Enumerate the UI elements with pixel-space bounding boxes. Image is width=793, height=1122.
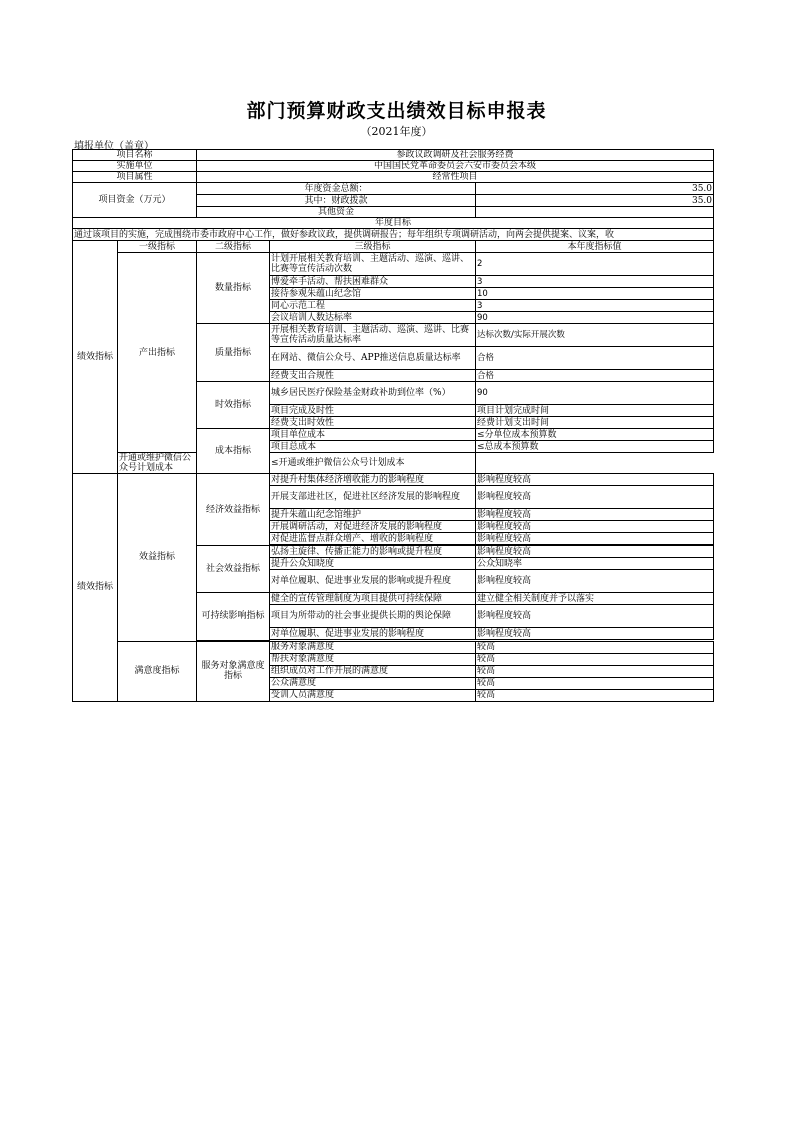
indicator-name: 城乡居民医疗保险基金财政补助到位率（%） xyxy=(270,382,476,405)
indicator-name: 对单位履职、促进事业发展的影响或提升程度 xyxy=(270,570,476,593)
table-row xyxy=(73,641,714,653)
col-value: 本年度指标值 xyxy=(476,241,714,253)
annual-goal-header-row xyxy=(73,218,714,229)
indicator-name: 健全的宣传管理制度为项目提供可持续保障 xyxy=(270,593,476,605)
indicator-value: 影响程度较高 xyxy=(476,546,714,558)
other-funds-value xyxy=(476,207,714,218)
indicator-value: 2 xyxy=(476,253,714,276)
annual-goal-text: 通过该项目的实施，完成围绕市委市政府中心工作，做好参政议政，提供调研报告；每年组织专项调研活动，向两会提供提案、议案，收 xyxy=(73,229,714,241)
indicator-value: 影响程度较高 xyxy=(476,509,714,521)
indicator-name: 弘扬主旋律、传播正能力的影响或提升程度 xyxy=(270,546,476,558)
indicator-name: 计划开展相关教育培训、主题活动、巡演、巡讲、比赛等宣传活动次数 xyxy=(270,253,476,276)
performance-goal-table xyxy=(72,149,714,474)
annual-goal-label: 年度目标 xyxy=(73,218,714,229)
indicator-name: 开展相关教育培训、主题活动、巡演、巡讲、比赛等宣传活动质量达标率 xyxy=(270,324,476,347)
sustain-indicator-label: 可持续影响指标 xyxy=(197,593,270,641)
indicator-value: 3 xyxy=(476,300,714,312)
col-level3: 三级指标 xyxy=(270,241,476,253)
fiscal-label: 其中：财政拨款 xyxy=(197,195,476,207)
indicator-name: 帮扶对象满意度 xyxy=(270,653,476,665)
indicator-name: 受训人员满意度 xyxy=(270,689,476,701)
indicator-value: 90 xyxy=(476,382,714,405)
indicator-name: 博爱牵手活动、帮扶困难群众 xyxy=(270,276,476,288)
indicator-name: 提升朱蕴山纪念馆维护 xyxy=(270,509,476,521)
indicator-value: 合格 xyxy=(476,370,714,382)
other-funds-label: 其他资金 xyxy=(197,207,476,218)
filling-unit-label: 填报单位（盖章） xyxy=(74,141,154,152)
perf-indicator-label-2: 绩效指标 xyxy=(73,474,118,702)
economic-indicator-label: 经济效益指标 xyxy=(197,474,270,546)
impl-unit-row xyxy=(73,161,714,172)
indicator-name: 对促进监督点群众增产、增收的影响程度 xyxy=(270,533,476,545)
col-level1: 一级指标 xyxy=(118,241,197,253)
col-level2: 二级指标 xyxy=(197,241,270,253)
indicator-name: 经费支出时效性 xyxy=(270,417,476,429)
indicator-value: 90 xyxy=(476,312,714,324)
indicator-value: 公众知晓率 xyxy=(476,558,714,570)
project-funds-label: 项目资金（万元） xyxy=(73,183,197,218)
indicator-value: 影响程度较高 xyxy=(476,521,714,533)
project-attr-row xyxy=(73,172,714,183)
indicator-name: 同心示范工程 xyxy=(270,300,476,312)
output-indicator-label: 产出指标 xyxy=(118,253,197,453)
table-row xyxy=(73,253,714,276)
quantity-indicator-label: 数量指标 xyxy=(197,253,270,324)
project-attr-label: 项目属性 xyxy=(73,172,197,183)
impl-unit-value: 中国国民党革命委员会六安市委员会本级 xyxy=(197,161,714,172)
table-row xyxy=(73,474,714,486)
annual-goal-row xyxy=(73,229,714,241)
indicator-value: ≤总成本预算数 xyxy=(476,441,714,453)
indicator-name: 组织成员对工作开展的满意度 xyxy=(270,665,476,677)
indicator-name: 开展支部进社区，促进社区经济发展的影响程度 xyxy=(270,486,476,509)
indicator-value: 达标次数/实际开展次数 xyxy=(476,324,714,347)
indicator-value: 影响程度较高 xyxy=(476,486,714,509)
indicator-name: 接待参观朱蕴山纪念馆 xyxy=(270,288,476,300)
timeliness-indicator-label: 时效指标 xyxy=(197,382,270,429)
indicator-value: 10 xyxy=(476,288,714,300)
indicator-value: 影响程度较高 xyxy=(476,605,714,628)
indicator-name: 对单位履职、促进事业发展的影响程度 xyxy=(270,628,476,640)
benefit-indicator-label: 效益指标 xyxy=(118,474,197,642)
indicator-name: 项目总成本 xyxy=(270,441,476,453)
indicator-name: 项目单位成本 xyxy=(270,429,476,441)
indicator-value: 影响程度较高 xyxy=(476,474,714,486)
indicator-value: 较高 xyxy=(476,665,714,677)
indicator-name: 服务对象满意度 xyxy=(270,641,476,653)
indicator-name: 会议培训人数达标率 xyxy=(270,312,476,324)
indicator-value: 合格 xyxy=(476,347,714,370)
project-name-value: 参政议政调研及社会服务经费 xyxy=(197,150,714,161)
fiscal-value: 35.0 xyxy=(476,195,714,207)
cost-indicator-label: 成本指标 xyxy=(197,429,270,474)
project-attr-value: 经常性项目 xyxy=(197,172,714,183)
performance-indicator-table-2 xyxy=(72,473,714,702)
indicator-name: 项目完成及时性 xyxy=(270,405,476,417)
indicator-value: 影响程度较高 xyxy=(476,628,714,640)
page-title: 部门预算财政支出绩效目标申报表 xyxy=(246,100,547,122)
indicator-value: 较高 xyxy=(476,641,714,653)
annual-total-row xyxy=(73,183,714,195)
indicator-value: 影响程度较高 xyxy=(476,570,714,593)
indicator-name: 对提升村集体经济增收能力的影响程度 xyxy=(270,474,476,486)
indicator-name: 开通或维护微信公众号计划成本 xyxy=(118,453,197,474)
perf-indicator-label-1: 绩效指标 xyxy=(73,241,118,474)
indicator-value: ≤开通或维护微信公众号计划成本 xyxy=(270,453,476,474)
indicator-value: 经费计划支出时间 xyxy=(476,417,714,429)
indicator-value: 建立健全相关制度并予以落实 xyxy=(476,593,714,605)
indicator-name: 项目为所带动的社会事业提供长期的舆论保障 xyxy=(270,605,476,628)
column-header-row xyxy=(73,241,714,253)
indicator-name: 公众满意度 xyxy=(270,677,476,689)
quality-indicator-label: 质量指标 xyxy=(197,324,270,382)
project-name-row xyxy=(73,150,714,161)
annual-total-value: 35.0 xyxy=(476,183,714,195)
satisfaction-indicator-label: 满意度指标 xyxy=(118,641,197,701)
indicator-value: 影响程度较高 xyxy=(476,533,714,545)
table-row xyxy=(73,453,714,474)
impl-unit-label: 实施单位 xyxy=(73,161,197,172)
indicator-name: 提升公众知晓度 xyxy=(270,558,476,570)
indicator-name: 经费支出合规性 xyxy=(270,370,476,382)
indicator-value: 3 xyxy=(476,276,714,288)
report-year: （2021年度） xyxy=(360,125,433,138)
indicator-value: 较高 xyxy=(476,653,714,665)
service-satisfaction-label: 服务对象满意度指标 xyxy=(197,641,270,701)
project-name-label: 项目名称 xyxy=(73,150,197,161)
indicator-value: 项目计划完成时间 xyxy=(476,405,714,417)
indicator-value: ≤分单位成本预算数 xyxy=(476,429,714,441)
annual-total-label: 年度资金总额： xyxy=(197,183,476,195)
indicator-name: 在网站、微信公众号、APP推送信息质量达标率 xyxy=(270,347,476,370)
indicator-name: 开展调研活动，对促进经济发展的影响程度 xyxy=(270,521,476,533)
indicator-value: 较高 xyxy=(476,689,714,701)
indicator-value: 较高 xyxy=(476,677,714,689)
social-indicator-label: 社会效益指标 xyxy=(197,546,270,593)
